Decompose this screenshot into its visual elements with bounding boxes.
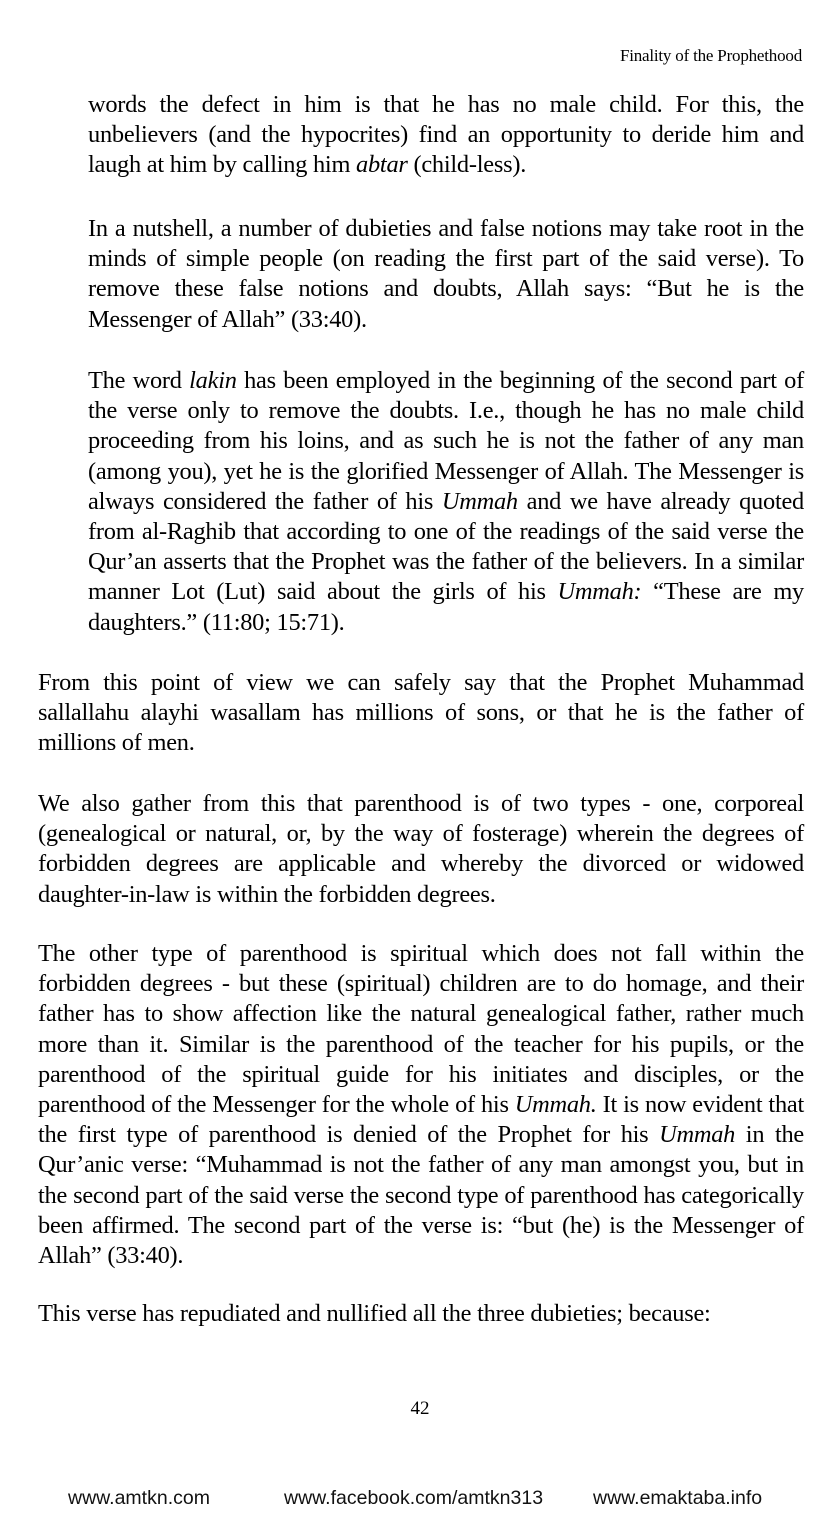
page-number: 42 (410, 1398, 430, 1419)
footer-link-amtkn[interactable]: www.amtkn.com (68, 1487, 210, 1509)
italic-term: Ummah. (514, 1091, 597, 1119)
italic-term: Ummah (441, 487, 518, 515)
running-header: Finality of the Prophethood (619, 46, 802, 65)
italic-term: Ummah: (557, 578, 642, 606)
footer-link-facebook[interactable]: www.facebook.com/amtkn313 (284, 1487, 544, 1509)
italic-term: abtar (356, 151, 408, 179)
italic-term: lakin (189, 367, 237, 394)
paragraph-6: The other type of parenthood is spiritual which does not fall within the forbidden degrees - but these (spiritual) children are to do homage, and their father has to show affection like the natural genealogical father, rather much more than it. Similar is the parenthood of the teacher for his pupils, or the parenthood of the spiritual guide for his initiates and disciples, or the parenthood of the Messenger for the whole of his Ummah. It is now evident that the first type of parenthood is denied of the Prophet for his Ummah in the Qur’anic verse: “Muhammad is not the father of any man amongst you, but in the second part of the said verse the second type of parenthood has categorically been affirmed. The second part of the verse is: “but (he) is the Messenger of Allah” (33:40). (38, 940, 804, 1270)
paragraph-4: From this point of view we can safely say that the Prophet Muhammad sallallahu alayhi wasallam has millions of sons, or that he is the father of millions of men. (38, 669, 804, 757)
italic-term: Ummah (659, 1121, 736, 1149)
paragraph-5: We also gather from this that parenthood is of two types - one, corporeal (genealogical or natural, or, by the way of fosterage) wherein the degrees of forbidden degrees are applicable and whereby the divorced or widowed daughter-in-law is within the forbidden degrees. (38, 790, 804, 908)
paragraph-3: The word lakin has been employed in the beginning of the second part of the verse only to remove the doubts. I.e., though he has no male child proceeding from his loins, and as such he is not the father of any man (among you), yet he is the glorified Messenger of Allah. The Messenger is always considered the father of his Ummah and we have already quoted from al-Raghib that according to one of the readings of the said verse the Qur’an asserts that the Prophet was the father of the believers. In a similar manner Lot (Lut) said about the girls of his Ummah: “These are my daughters.” (11:80; 15:71). (88, 367, 804, 636)
footer-link-emaktaba[interactable]: www.emaktaba.info (593, 1487, 763, 1509)
paragraph-7: This verse has repudiated and nullified all the three dubieties; because: (38, 1300, 711, 1327)
footer-links (0, 1487, 840, 1515)
paragraph-1: words the defect in him is that he has no male child. For this, the unbelievers (and the hypocrites) find an opportunity to deride him and laugh at him by calling him abtar (child-less). (88, 91, 804, 179)
paragraph-2: In a nutshell, a number of dubieties and false notions may take root in the minds of simple people (on reading the first part of the said verse). To remove these false notions and doubts, Allah says: “But he is the Messenger of Allah” (33:40). (88, 215, 804, 333)
